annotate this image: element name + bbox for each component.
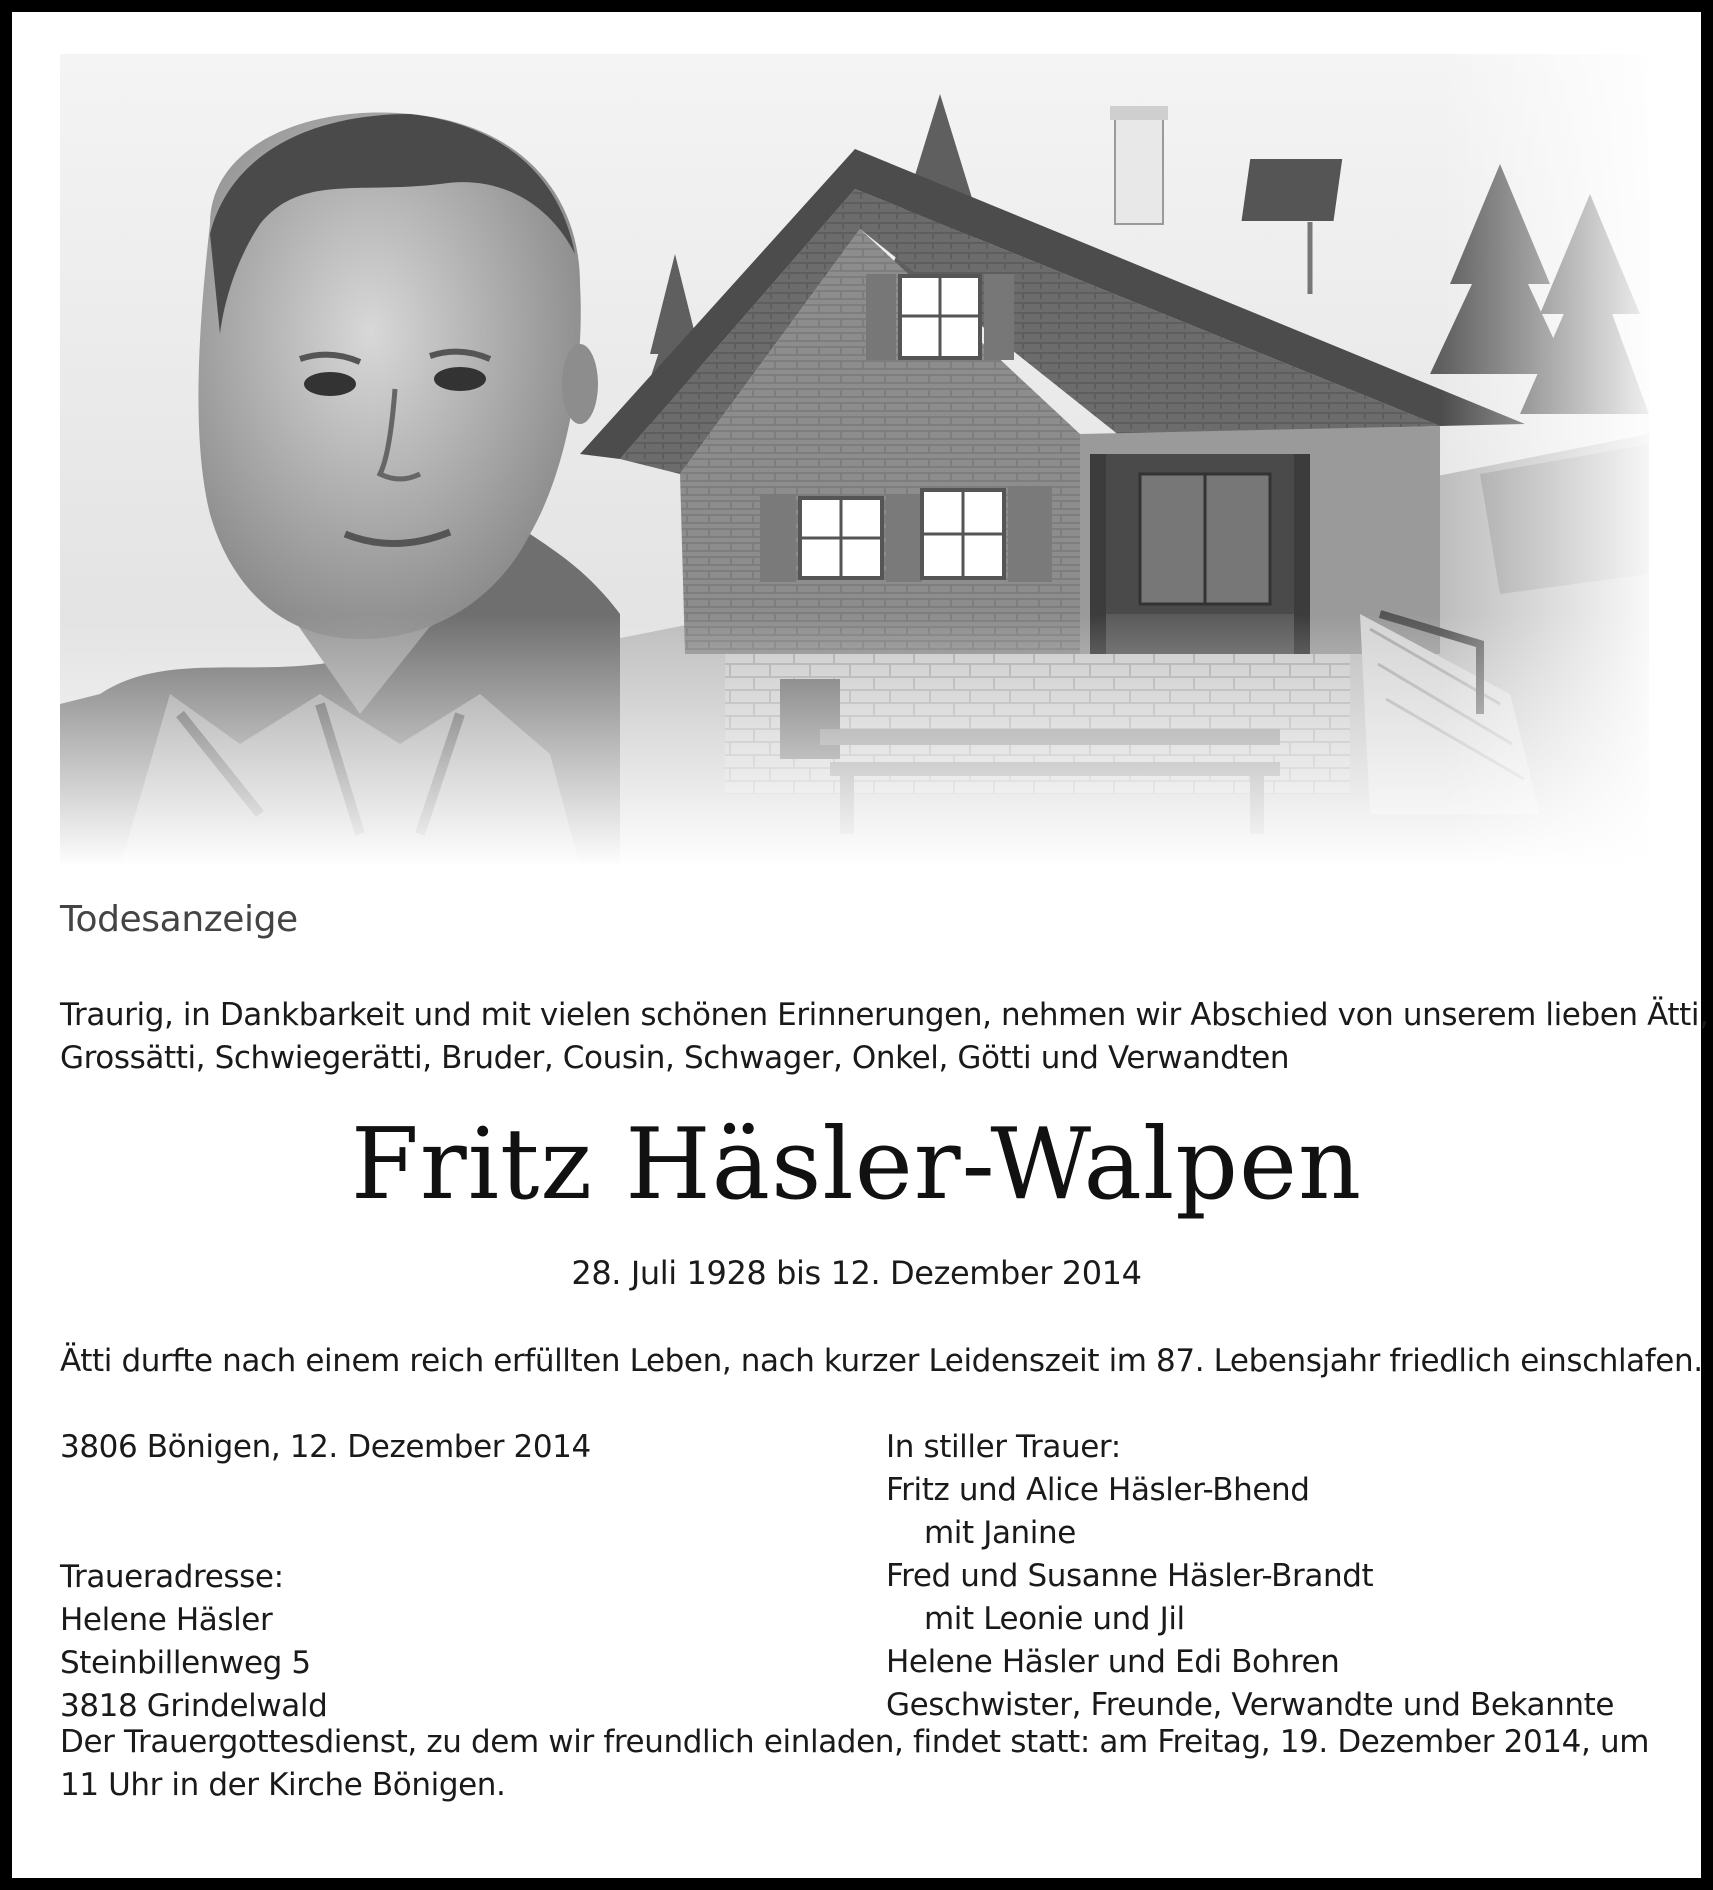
mourners-line: In stiller Trauer: bbox=[886, 1429, 1121, 1465]
mourners-line: mit Janine bbox=[924, 1515, 1076, 1551]
address-line: 3818 Grindelwald bbox=[60, 1688, 328, 1724]
address-line: Helene Häsler bbox=[60, 1602, 273, 1638]
deceased-name: Fritz Häsler-Walpen bbox=[350, 1108, 1363, 1222]
intro-text bbox=[60, 994, 1709, 1080]
statement-text: Ätti durfte nach einem reich erfüllten Leben, nach kurzer Leidenszeit im 87. Lebensjahr friedlich einschlafen. bbox=[60, 1343, 1703, 1379]
header-photo bbox=[60, 54, 1649, 867]
notice-heading: Todesanzeige bbox=[60, 899, 298, 940]
mourners-line: Fred und Susanne Häsler-Brandt bbox=[886, 1558, 1374, 1594]
address-line: Steinbillenweg 5 bbox=[60, 1645, 311, 1681]
mourners-line: Helene Häsler und Edi Bohren bbox=[886, 1644, 1340, 1680]
photo-illustration bbox=[60, 54, 1649, 867]
mourning-address bbox=[60, 1556, 327, 1728]
mourners-line: Geschwister, Freunde, Verwandte und Bekannte bbox=[886, 1687, 1615, 1723]
service-info: Der Trauergottesdienst, zu dem wir freundlich einladen, findet statt: am Freitag, 19. Dezember 2014, um 11 Uhr in der Kirche Bönigen. bbox=[60, 1724, 1649, 1803]
mourners-list bbox=[886, 1426, 1614, 1727]
obituary-page bbox=[12, 12, 1709, 1878]
address-line: Traueradresse: bbox=[60, 1559, 284, 1595]
mourners-line: mit Leonie und Jil bbox=[924, 1601, 1185, 1637]
life-dates: 28. Juli 1928 bis 12. Dezember 2014 bbox=[571, 1254, 1142, 1292]
intro-line: Traurig, in Dankbarkeit und mit vielen schönen Erinnerungen, nehmen wir Abschied von unserem lieben Ätti, bbox=[60, 997, 1709, 1033]
mourners-line: Fritz und Alice Häsler-Bhend bbox=[886, 1472, 1310, 1508]
place-date: 3806 Bönigen, 12. Dezember 2014 bbox=[60, 1429, 591, 1465]
intro-line: Grossätti, Schwiegerätti, Bruder, Cousin, Schwager, Onkel, Götti und Verwandten bbox=[60, 1040, 1290, 1076]
